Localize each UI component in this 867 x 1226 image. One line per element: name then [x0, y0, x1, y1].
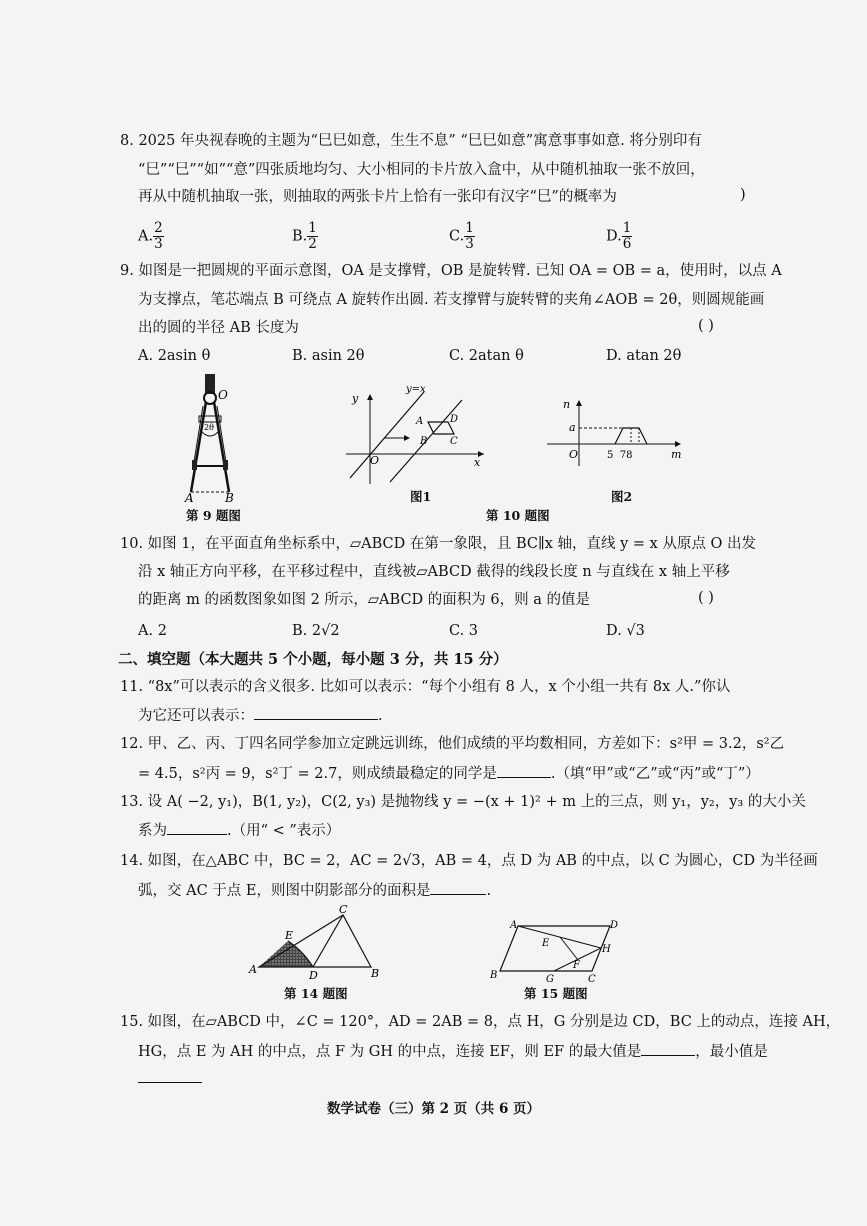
label-d: D: [610, 920, 619, 931]
label-b: B: [225, 491, 234, 504]
label-d: D: [450, 414, 459, 425]
q11-line1: 11. “8x”可以表示的含义很多. 比如可以表示：“每个小组有 8 人，x 个小组一共有 8x 人.”你认: [120, 679, 731, 695]
fig2-caption: 图2: [611, 489, 633, 504]
q9-option-c: C. 2atan θ: [449, 348, 524, 364]
fig10-caption: 第 10 题图: [486, 508, 550, 523]
section-2-heading: 二、填空题（本大题共 5 个小题，每小题 3 分，共 15 分）: [118, 651, 508, 668]
q13-line2: 系为 .（用“ < ”表示）: [138, 820, 340, 841]
label-a: a: [569, 421, 576, 434]
q13-answer-blank[interactable]: [167, 820, 227, 835]
q9-option-b: B. asin 2θ: [292, 348, 365, 364]
y-axis-arrow: [367, 394, 373, 400]
q12-line2: = 4.5，s²丙 = 9，s²丁 = 2.7，则成绩最稳定的同学是 .（填“甲”或“乙”或“丙”或“丁”）: [138, 763, 760, 784]
label-c: C: [339, 903, 348, 916]
q15-max-blank[interactable]: [641, 1041, 695, 1056]
q15-line3: [138, 1068, 202, 1089]
tick-labels: 5 78: [607, 450, 633, 461]
label-b: B: [371, 967, 380, 980]
q8-option-c: C. $\frac{1}{3}$: [449, 220, 474, 252]
q10-option-a: A. 2: [138, 623, 167, 639]
q8-option-d: D. $\frac{1}{6}$: [606, 220, 632, 252]
q15-min-blank[interactable]: [138, 1068, 202, 1083]
q9-answer-paren: ( ): [698, 318, 714, 334]
q10-answer-paren: ( ): [698, 590, 714, 606]
q14-line2: 弧，交 AC 于点 E，则图中阴影部分的面积是 .: [138, 880, 491, 901]
segment-ah: [518, 926, 601, 948]
q8-line1: 8. 2025 年央视春晚的主题为“巳巳如意，生生不息” “巳巳如意”寓意事事如意. 将分别印有: [120, 133, 702, 149]
q14-line1: 14. 如图，在△ABC 中，BC = 2，AC = 2√3，AB = 4，点 D 为 AB 的中点，以 C 为圆心，CD 为半径画: [120, 853, 818, 869]
translation-arrow-head: [404, 435, 410, 441]
label-angle: 2θ: [204, 423, 214, 432]
shaded-region: [259, 941, 313, 967]
parallelogram-abcd: [500, 926, 610, 971]
compass-knob-left: [192, 460, 197, 470]
label-a: A: [510, 920, 518, 931]
q8-option-a: A. $\frac{2}{3}$: [138, 220, 163, 252]
q10-line2: 沿 x 轴正方向平移，在平移过程中，直线被▱ABCD 截得的线段长度 n 与直线在 x 轴上平移: [138, 564, 730, 580]
label-c: C: [450, 436, 458, 447]
fig15-parallelogram: [488, 916, 628, 986]
q14-answer-blank[interactable]: [430, 880, 486, 895]
segment-cd: [313, 915, 343, 967]
label-c: C: [588, 974, 596, 985]
q9-line1: 9. 如图是一把圆规的平面示意图，OA 是支撑臂，OB 是旋转臂. 已知 OA = OB = a，使用时，以点 A: [120, 263, 782, 279]
q10-option-b: B. 2√2: [292, 623, 340, 639]
label-a: A: [416, 416, 424, 427]
label-line: y=x: [406, 384, 426, 395]
angle-arc: [202, 432, 218, 436]
label-h: H: [602, 944, 611, 955]
label-a: A: [249, 963, 257, 976]
label-f: F: [573, 960, 580, 971]
q9-option-a: A. 2asin θ: [138, 348, 211, 364]
fig10-graph1: [344, 382, 489, 487]
label-n: n: [563, 398, 571, 411]
fig10-graph2: [545, 396, 685, 486]
q12-answer-blank[interactable]: [497, 763, 551, 778]
q9-line3: 出的圆的半径 AB 长度为: [138, 320, 299, 336]
label-o: O: [569, 448, 579, 461]
q8-answer-paren: ): [740, 187, 746, 203]
label-o: O: [370, 454, 380, 467]
fig9-caption: 第 9 题图: [186, 508, 241, 523]
fig1-caption: 图1: [410, 489, 432, 504]
q8-line3: 再从中随机抽取一张，则抽取的两张卡片上恰有一张印有汉字“巳”的概率为: [138, 189, 617, 205]
label-o: O: [218, 388, 228, 402]
label-m: m: [671, 448, 682, 461]
q10-option-c: C. 3: [449, 623, 479, 639]
q10-option-d: D. √3: [606, 623, 645, 639]
q10-line1: 10. 如图 1，在平面直角坐标系中，▱ABCD 在第一象限，且 BC∥x 轴，直线 y = x 从原点 O 出发: [120, 536, 757, 552]
label-b: B: [420, 436, 428, 447]
label-g: G: [546, 974, 554, 985]
n-axis-arrow: [576, 400, 582, 406]
m-axis-arrow: [675, 441, 681, 447]
fig14-triangle: [245, 903, 385, 983]
q11-line2: 为它还可以表示： .: [138, 705, 383, 726]
label-x: x: [474, 456, 481, 469]
q15-line2: HG，点 E 为 AH 的中点，点 F 为 GH 的中点，连接 EF，则 EF 的最大值是 ，最小值是: [138, 1041, 768, 1062]
q12-line1: 12. 甲、乙、丙、丁四名同学参加立定跳远训练，他们成绩的平均数相同，方差如下：s²甲 = 3.2，s²乙: [120, 736, 785, 752]
compass-knob-right: [223, 460, 228, 470]
q11-answer-blank[interactable]: [254, 705, 378, 720]
fig15-caption: 第 15 题图: [524, 986, 588, 1001]
segment-ef: [560, 937, 578, 960]
page-footer: 数学试卷（三）第 2 页（共 6 页）: [326, 1101, 541, 1117]
q9-option-d: D. atan 2θ: [606, 348, 682, 364]
label-e: E: [285, 929, 294, 942]
q13-line1: 13. 设 A( −2, y₁)，B(1, y₂)，C(2, y₃) 是抛物线 y = −(x + 1)² + m 上的三点，则 y₁，y₂，y₃ 的大小关: [120, 794, 806, 810]
fig14-caption: 第 14 题图: [284, 986, 348, 1001]
label-e: E: [542, 938, 550, 949]
compass-figure: [178, 372, 248, 504]
q8-option-b: B. $\frac{1}{2}$: [292, 220, 317, 252]
label-d: D: [309, 969, 318, 982]
q8-line2: “巳”“巳”“如”“意”四张质地均匀、大小相同的卡片放入盒中，从中随机抽取一张不放回，: [138, 162, 705, 178]
q15-line1: 15. 如图，在▱ABCD 中，∠C = 120°，AD = 2AB = 8，点 H，G 分别是边 CD，BC 上的动点，连接 AH，: [120, 1014, 841, 1030]
q10-line3: 的距离 m 的函数图象如图 2 所示，▱ABCD 的面积为 6，则 a 的值是: [138, 592, 590, 608]
label-b: B: [490, 970, 498, 981]
label-a: A: [185, 491, 194, 504]
q9-line2: 为支撑点，笔芯端点 B 可绕点 A 旋转作出圆. 若支撑臂与旋转臂的夹角∠AOB = 2θ，则圆规能画: [138, 292, 765, 308]
label-y: y: [352, 392, 359, 405]
line-y-equals-x: [350, 392, 424, 478]
